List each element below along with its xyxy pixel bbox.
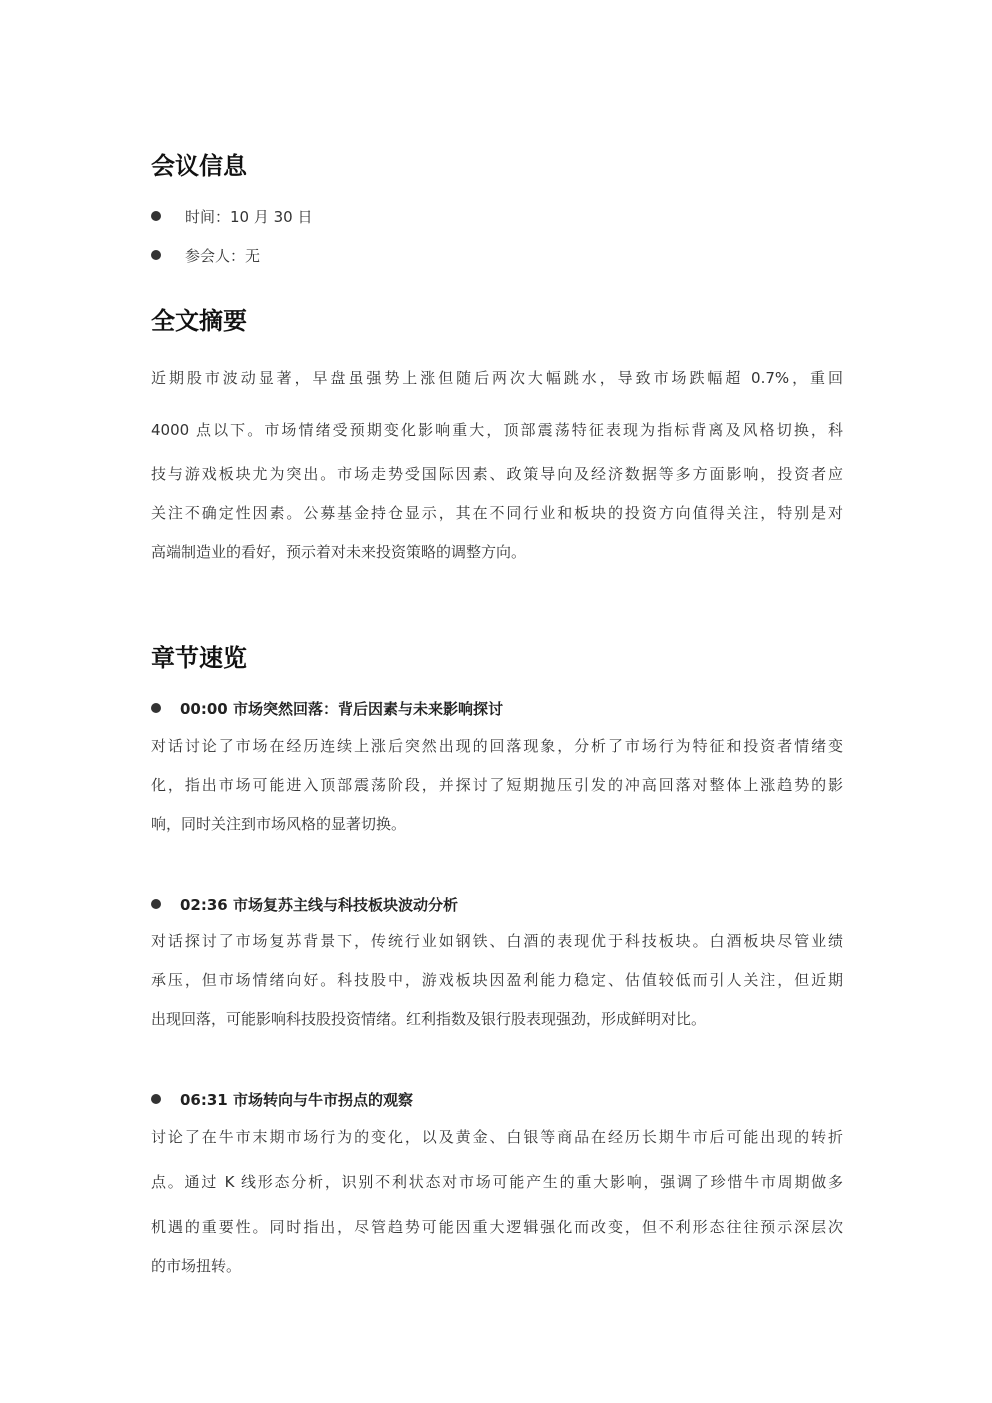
- bullet-icon: [151, 899, 161, 909]
- chapter-title: 06:31 市场转向与牛市拐点的观察: [180, 1090, 413, 1109]
- summary-heading: 全文摘要: [151, 307, 247, 335]
- chapter-text-line: 化，指出市场可能进入顶部震荡阶段，并探讨了短期抛压引发的冲高回落对整体上涨趋势的影: [151, 776, 843, 794]
- bullet-icon: [151, 250, 161, 260]
- meeting-time: 时间：10 月 30 日: [185, 207, 313, 226]
- chapters-heading: 章节速览: [151, 644, 247, 672]
- meeting-info-heading: 会议信息: [151, 152, 247, 180]
- summary-line: 关注不确定性因素。公募基金持仓显示，其在不同行业和板块的投资方向值得关注，特别是对: [151, 504, 843, 522]
- summary-line: 技与游戏板块尤为突出。市场走势受国际因素、政策导向及经济数据等多方面影响，投资者应: [151, 465, 843, 483]
- meeting-attendees: 参会人：无: [185, 246, 261, 265]
- chapter-text-line: 出现回落，可能影响科技股投资情绪。红利指数及银行股表现强劲，形成鲜明对比。: [151, 1010, 707, 1028]
- summary-line: 高端制造业的看好，预示着对未来投资策略的调整方向。: [151, 543, 527, 561]
- chapter-text-line: 对话探讨了市场复苏背景下，传统行业如钢铁、白酒的表现优于科技板块。白酒板块尽管业绩: [151, 932, 843, 950]
- chapter-title-item: [151, 892, 458, 916]
- chapter-text-line: 承压，但市场情绪向好。科技股中，游戏板块因盈利能力稳定、估值较低而引人关注，但近期: [151, 971, 843, 989]
- bullet-icon: [151, 211, 161, 221]
- bullet-icon: [151, 703, 161, 713]
- chapter-text-line: 响，同时关注到市场风格的显著切换。: [151, 815, 407, 833]
- chapter-title: 00:00 市场突然回落：背后因素与未来影响探讨: [180, 699, 503, 718]
- chapter-title-item: [151, 696, 503, 720]
- chapter-text-line: 机遇的重要性。同时指出，尽管趋势可能因重大逻辑强化而改变，但不利形态往往预示深层次: [151, 1218, 843, 1236]
- chapter-text-line: 对话讨论了市场在经历连续上涨后突然出现的回落现象，分析了市场行为特征和投资者情绪变: [151, 737, 843, 755]
- chapter-text-line: 点。通过 K 线形态分析，识别不利状态对市场可能产生的重大影响，强调了珍惜牛市周期做多: [151, 1173, 843, 1191]
- chapter-text-line: 的市场扭转。: [151, 1257, 242, 1275]
- bullet-icon: [151, 1094, 161, 1104]
- summary-line: 近期股市波动显著，早盘虽强势上涨但随后两次大幅跳水，导致市场跌幅超 0.7%，重回: [151, 369, 843, 387]
- chapter-title-item: [151, 1087, 413, 1111]
- meeting-time-item: [151, 204, 312, 228]
- summary-line: 4000 点以下。市场情绪受预期变化影响重大，顶部震荡特征表现为指标背离及风格切换，科: [151, 421, 843, 439]
- chapter-title: 02:36 市场复苏主线与科技板块波动分析: [180, 895, 458, 914]
- meeting-attendees-item: [151, 243, 260, 267]
- chapter-text-line: 讨论了在牛市末期市场行为的变化，以及黄金、白银等商品在经历长期牛市后可能出现的转折: [151, 1128, 843, 1146]
